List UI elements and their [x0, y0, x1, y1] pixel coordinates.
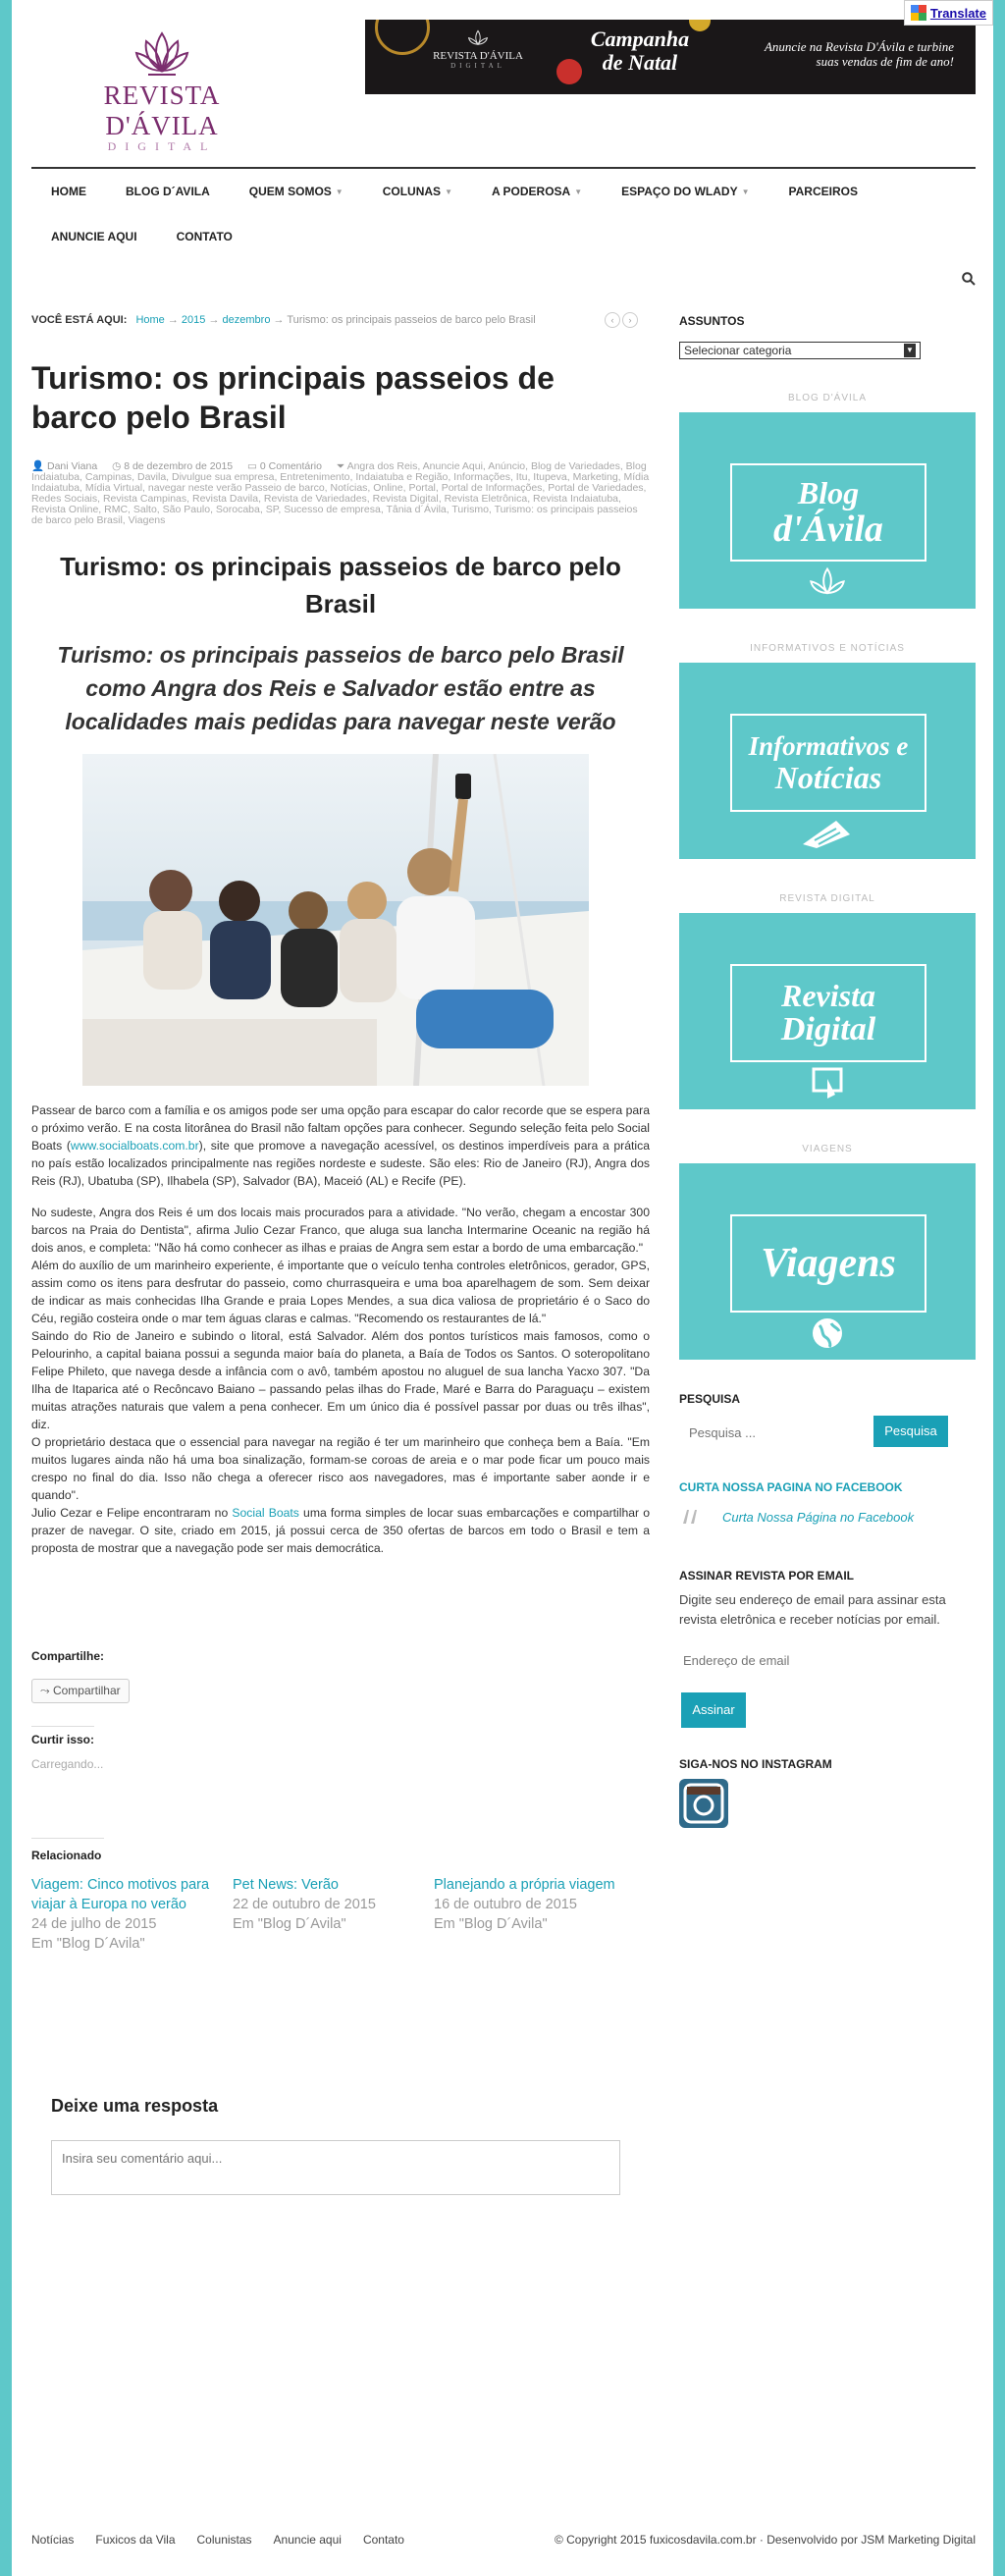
breadcrumb-current: Turismo: os principais passeios de barco pelo Brasil [287, 314, 536, 326]
widget-caption: INFORMATIVOS E NOTÍCIAS [750, 643, 905, 654]
nav-item[interactable]: ANUNCIE AQUI [51, 230, 137, 243]
nav-item[interactable] [363, 185, 472, 198]
prev-post-icon[interactable]: ‹ [605, 312, 620, 328]
quote-icon [679, 1508, 701, 1526]
page [12, 0, 993, 2576]
paragraph-text: ), site que promove a navegação acessível, os destinos imperdíveis para a prática no país estão localizados principalmente nas regiões nordeste e sudeste. São eles: Rio de Janeiro (RJ), Angra dos Reis (RJ), Ubatuba (SP), Ilhabela (SP), Salvador (BA), Maceió (AL) e Recife (PE). [31, 1139, 650, 1188]
search-heading: PESQUISA [679, 1392, 741, 1406]
widget-caption: BLOG D'ÁVILA [787, 393, 868, 403]
facebook-link-text: Curta Nossa Página no Facebook [722, 1509, 915, 1525]
share-button[interactable] [31, 1679, 130, 1703]
instagram-heading: SIGA-NOS NO INSTAGRAM [679, 1757, 832, 1771]
nav-item-label: BLOG D´AVILA [126, 185, 210, 198]
lotus-icon [134, 29, 189, 79]
facebook-link[interactable] [679, 1502, 976, 1531]
socialboats-link[interactable]: Social Boats [232, 1506, 299, 1520]
instagram-icon[interactable] [679, 1779, 728, 1828]
sidebar-search-input[interactable] [679, 1419, 856, 1448]
email-input[interactable] [679, 1645, 960, 1677]
nav-row [31, 214, 976, 259]
category-select-value: Selecionar categoria [684, 344, 792, 357]
globe-icon [810, 1315, 845, 1351]
comment-icon: ▭ [247, 460, 257, 472]
breadcrumb-year-link[interactable]: 2015 [181, 314, 206, 326]
article-photo [82, 754, 589, 1086]
banner-logo [424, 29, 532, 70]
nav-item[interactable] [472, 185, 602, 198]
campaign-banner[interactable] [365, 20, 976, 94]
widget-box [730, 1214, 926, 1313]
chevron-down-icon: ▼ [335, 187, 344, 196]
like-label: Curtir isso: [31, 1726, 94, 1746]
related-post-title[interactable]: Pet News: Verão [233, 1877, 339, 1893]
breadcrumb-month-link[interactable]: dezembro [222, 314, 271, 326]
share-button-label: Compartilhar [52, 1684, 121, 1697]
related-post-category: Em "Blog D´Avila" [233, 1916, 346, 1932]
nav-item-label: QUEM SOMOS [248, 185, 332, 198]
translate-widget[interactable] [904, 0, 993, 26]
chevron-down-icon: ▼ [741, 187, 750, 196]
chevron-down-icon: ▼ [445, 187, 452, 196]
newspaper-icon [797, 815, 856, 850]
article-body [31, 1101, 650, 1557]
nav-item[interactable] [106, 185, 230, 198]
share-label: Compartilhe: [31, 1649, 105, 1663]
sidebar-search-button[interactable]: Pesquisa [873, 1416, 948, 1447]
related-post-date: 24 de julho de 2015 [31, 1916, 157, 1932]
next-post-icon[interactable]: › [622, 312, 638, 328]
breadcrumb-home-link[interactable]: Home [135, 314, 165, 326]
banner-logo-name: REVISTA D'ÁVILA [433, 50, 523, 62]
banner-text [709, 39, 954, 69]
breadcrumb-separator: → [167, 314, 179, 326]
widget-title: d'Ávila [773, 509, 883, 550]
main-navigation [31, 167, 976, 259]
footer-link[interactable]: Colunistas [196, 2533, 252, 2547]
paragraph: O proprietário destaca que o essencial para navegar na região é ter um marinheiro que conheça bem a Baía. "Em muitos lugares ainda não há uma boa sinalização, formam-se coroas de areia e o mar pode ficar um pouco mais crespo no final do dia. Isso não chega a oferecer risco aos navegadores, mas é importante saber aonde ir e quando". [31, 1435, 650, 1502]
footer-link[interactable]: Notícias [31, 2533, 75, 2547]
like-loading: Carregando... [31, 1757, 104, 1771]
related-post-category: Em "Blog D´Avila" [31, 1936, 145, 1952]
nav-item[interactable] [602, 185, 768, 198]
google-translate-icon [911, 5, 926, 21]
related-label: Relacionado [31, 1838, 104, 1862]
socialboats-link[interactable]: www.socialboats.com.br [70, 1139, 199, 1153]
nav-item-label: ESPAÇO DO WLADY [621, 185, 738, 198]
post-comments-link[interactable]: 0 Comentário [259, 460, 322, 472]
widget-box [730, 463, 926, 562]
comment-input[interactable] [51, 2140, 620, 2195]
breadcrumb-separator: → [273, 314, 285, 326]
breadcrumb-label: VOCÊ ESTÁ AQUI: [31, 314, 128, 326]
reply-heading: Deixe uma resposta [51, 2096, 219, 2116]
site-footer [31, 2533, 976, 2547]
related-post-date: 22 de outubro de 2015 [233, 1897, 376, 1912]
blog-davila-widget[interactable] [679, 412, 976, 609]
banner-logo-subtitle: DIGITAL [450, 62, 505, 70]
widget-caption: VIAGENS [802, 1144, 853, 1154]
nav-item[interactable] [769, 185, 877, 198]
footer-link[interactable]: Fuxicos da Vila [95, 2533, 176, 2547]
email-heading: ASSINAR REVISTA POR EMAIL [679, 1569, 855, 1583]
facebook-heading: CURTA NOSSA PAGINA NO FACEBOOK [679, 1480, 903, 1494]
share-icon: ⤳ [40, 1684, 50, 1697]
logo-name: REVISTA D'ÁVILA [103, 80, 221, 140]
widget-title: Viagens [761, 1241, 896, 1286]
nav-item-label: PARCEIROS [788, 185, 858, 198]
nav-item[interactable] [31, 185, 106, 198]
widget-caption: REVISTA DIGITAL [779, 893, 875, 904]
clock-icon: ◷ [112, 460, 122, 472]
footer-link[interactable]: Anuncie aqui [273, 2533, 342, 2547]
related-post [233, 1875, 419, 1934]
nav-item-label: HOME [51, 185, 86, 198]
widget-box [730, 964, 926, 1062]
nav-item-label: COLUNAS [382, 185, 442, 198]
banner-text-line: Anuncie na Revista D'Ávila e turbine [764, 39, 954, 54]
footer-links [31, 2533, 426, 2547]
related-post-date: 16 de outubro de 2015 [434, 1897, 577, 1912]
nav-item[interactable]: CONTATO [176, 230, 233, 243]
widget-title: Notícias [774, 760, 882, 795]
banner-title-line: Campanha [590, 27, 690, 51]
chevron-down-icon: ▼ [574, 187, 583, 196]
related-post [434, 1875, 620, 1934]
paragraph-text: Julio Cezar e Felipe encontraram no [31, 1506, 233, 1520]
tag-icon: ⏷ [336, 460, 345, 472]
paragraph: Além do auxílio de um marinheiro experiente, é importante que o veículo tenha controles eletrônicos, gerador, GPS, assim como os itens para desfrutar do passeio, como churrasqueira e uma boa aparelhagem de som. Sem deixar de indicar as mais conhecidas Ilha Grande e praia Lopes Mendes, a sua dica valiosa de proprietário é o Saco do Céu, região costeira onde o mar tem águas claras e calmas. "Recomendo os restaurantes de lá." [31, 1259, 650, 1325]
post-tags[interactable]: Angra dos Reis, Anuncie Aqui, Anúncio, Blog de Variedades, Blog Indaiatuba, Campinas, Davila, Divulgue sua empresa, Entretenimento, Indaiatuba e Região, Informações, Itu, Itupeva, Marketing, Mídia Indaiatuba, Mídia Virtual, navegar neste verão Passeio de barco, Notícias, Online, Portal, Portal de Informações, Portal de Variedades, Redes Sociais, Revista Campinas, Revista Davila, Revista de Variedades, Revista Digital, Revista Eletrônica, Revista Indaiatuba, Revista Online, RMC, Salto, São Paulo, Sorocaba, SP, Sucesso de empresa, Tânia d´Ávila, Turismo, Turismo: os principais passeios de barco pelo Brasil, Viagens [31, 460, 650, 526]
email-description: Digite seu endereço de email para assinar esta revista eletrônica e receber notícias por email. [679, 1592, 946, 1627]
widget-title: Revista [781, 978, 875, 1013]
related-post-title[interactable]: Planejando a própria viagem [434, 1877, 615, 1893]
revista-digital-widget[interactable] [679, 913, 976, 1109]
paragraph: No sudeste, Angra dos Reis é um dos locais mais procurados para a atividade. "No verão, chegam a encostar 300 barcos na Praia do Dentista", afirma Julio Cezar Franco, que aluga sua lancha Intermarine Oceanic na região há dois anos, e completa: "Não há como conhecer as ilhas e praias de Angra sem estar a bordo de uma embarcação." [31, 1206, 650, 1255]
banner-title-line: de Natal [602, 50, 678, 75]
search-icon[interactable] [962, 272, 976, 291]
paragraph-text: uma forma simples de locar suas embarcações e compartilhar o prazer de navegar. O site, criado em 2015, já possui cerca de 350 ofertas de barcos em todo o Brasil e tem a proposta de mostrar que a navegação pode ser mais democrática. [31, 1506, 651, 1555]
widget-title: Informativos e [748, 731, 909, 761]
post-date: 8 de dezembro de 2015 [124, 460, 234, 472]
paragraph: Saindo do Rio de Janeiro e subindo o litoral, está Salvador. Além dos pontos turísticos mais famosos, como o Pelourinho, a capital baiana possui a segunda maior baía do planeta, a Baía de Todos os Santos. O soteropolitano Felipe Phileto, que navega desde a infância com o avô, também apostou no aluguel de sua lancha Yacxo 307. "Da Ilha de Itaparica até o Recôncavo Baiano – passando pelas ilhas do Frade, Maré e Barra do Paraguaçu – existem muitas atrações naturais que valem a pena conhecer. Em um único dia é possível passar por duas ou três ilhas", diz. [31, 1329, 650, 1431]
widget-title: Blog [797, 475, 860, 510]
article-subheading: Turismo: os principais passeios de barco pelo Brasil como Angra dos Reis e Salvador estão entre as localidades mais pedidas para navegar neste verão [57, 642, 624, 734]
lotus-icon [810, 564, 845, 600]
author-icon: 👤 [31, 460, 45, 472]
boat-friends-photo [82, 754, 589, 1086]
breadcrumb-separator: → [208, 314, 220, 326]
paragraph [31, 1504, 650, 1557]
copyright: © Copyright 2015 fuxicosdavila.com.br · Desenvolvido por JSM Marketing Digital [554, 2533, 976, 2547]
paragraph [31, 1101, 650, 1190]
related-post-category: Em "Blog D´Avila" [434, 1916, 548, 1932]
related-post [31, 1875, 218, 1954]
site-logo[interactable] [49, 29, 275, 153]
subscribe-button[interactable]: Assinar [681, 1692, 746, 1728]
widget-box [730, 714, 926, 812]
banner-title [586, 27, 694, 75]
category-select[interactable] [679, 342, 921, 359]
logo-subtitle: DIGITAL [107, 139, 217, 153]
post-title: Turismo: os principais passeios de barco pelo Brasil [31, 360, 555, 435]
widget-title: Digital [780, 1011, 876, 1047]
footer-link[interactable]: Contato [362, 2533, 404, 2547]
post-author[interactable]: Dani Viana [47, 460, 98, 472]
nav-item[interactable] [230, 185, 363, 198]
sidebar-assuntos-heading: ASSUNTOS [679, 314, 745, 328]
informativos-widget[interactable] [679, 663, 976, 859]
translate-link[interactable]: Translate [929, 5, 986, 21]
post-meta [31, 461, 650, 526]
paragraph-text: Passear de barco com a família e os amigos pode ser uma opção para escapar do calor recorde que se espera para o próximo verão. E na costa litorânea do Brasil não faltam opções para conhecer. Segundo seleção feita pelo Social Boats ( [31, 1103, 650, 1153]
banner-text-line: suas vendas de fim de ano! [816, 54, 954, 69]
post-pager [605, 312, 638, 328]
nav-row [31, 169, 976, 214]
ornament-decoration [556, 59, 582, 84]
chevron-down-icon: ▼ [904, 344, 916, 357]
viagens-widget[interactable] [679, 1163, 976, 1360]
breadcrumb [31, 314, 650, 326]
nav-item-label: A PODEROSA [491, 185, 571, 198]
article-heading: Turismo: os principais passeios de barco pelo Brasil [60, 552, 621, 618]
ornament-decoration [375, 20, 430, 55]
lotus-icon [466, 29, 490, 47]
tablet-touch-icon [810, 1065, 845, 1100]
related-post-title[interactable]: Viagem: Cinco motivos para viajar à Europa no verão [31, 1877, 210, 1912]
